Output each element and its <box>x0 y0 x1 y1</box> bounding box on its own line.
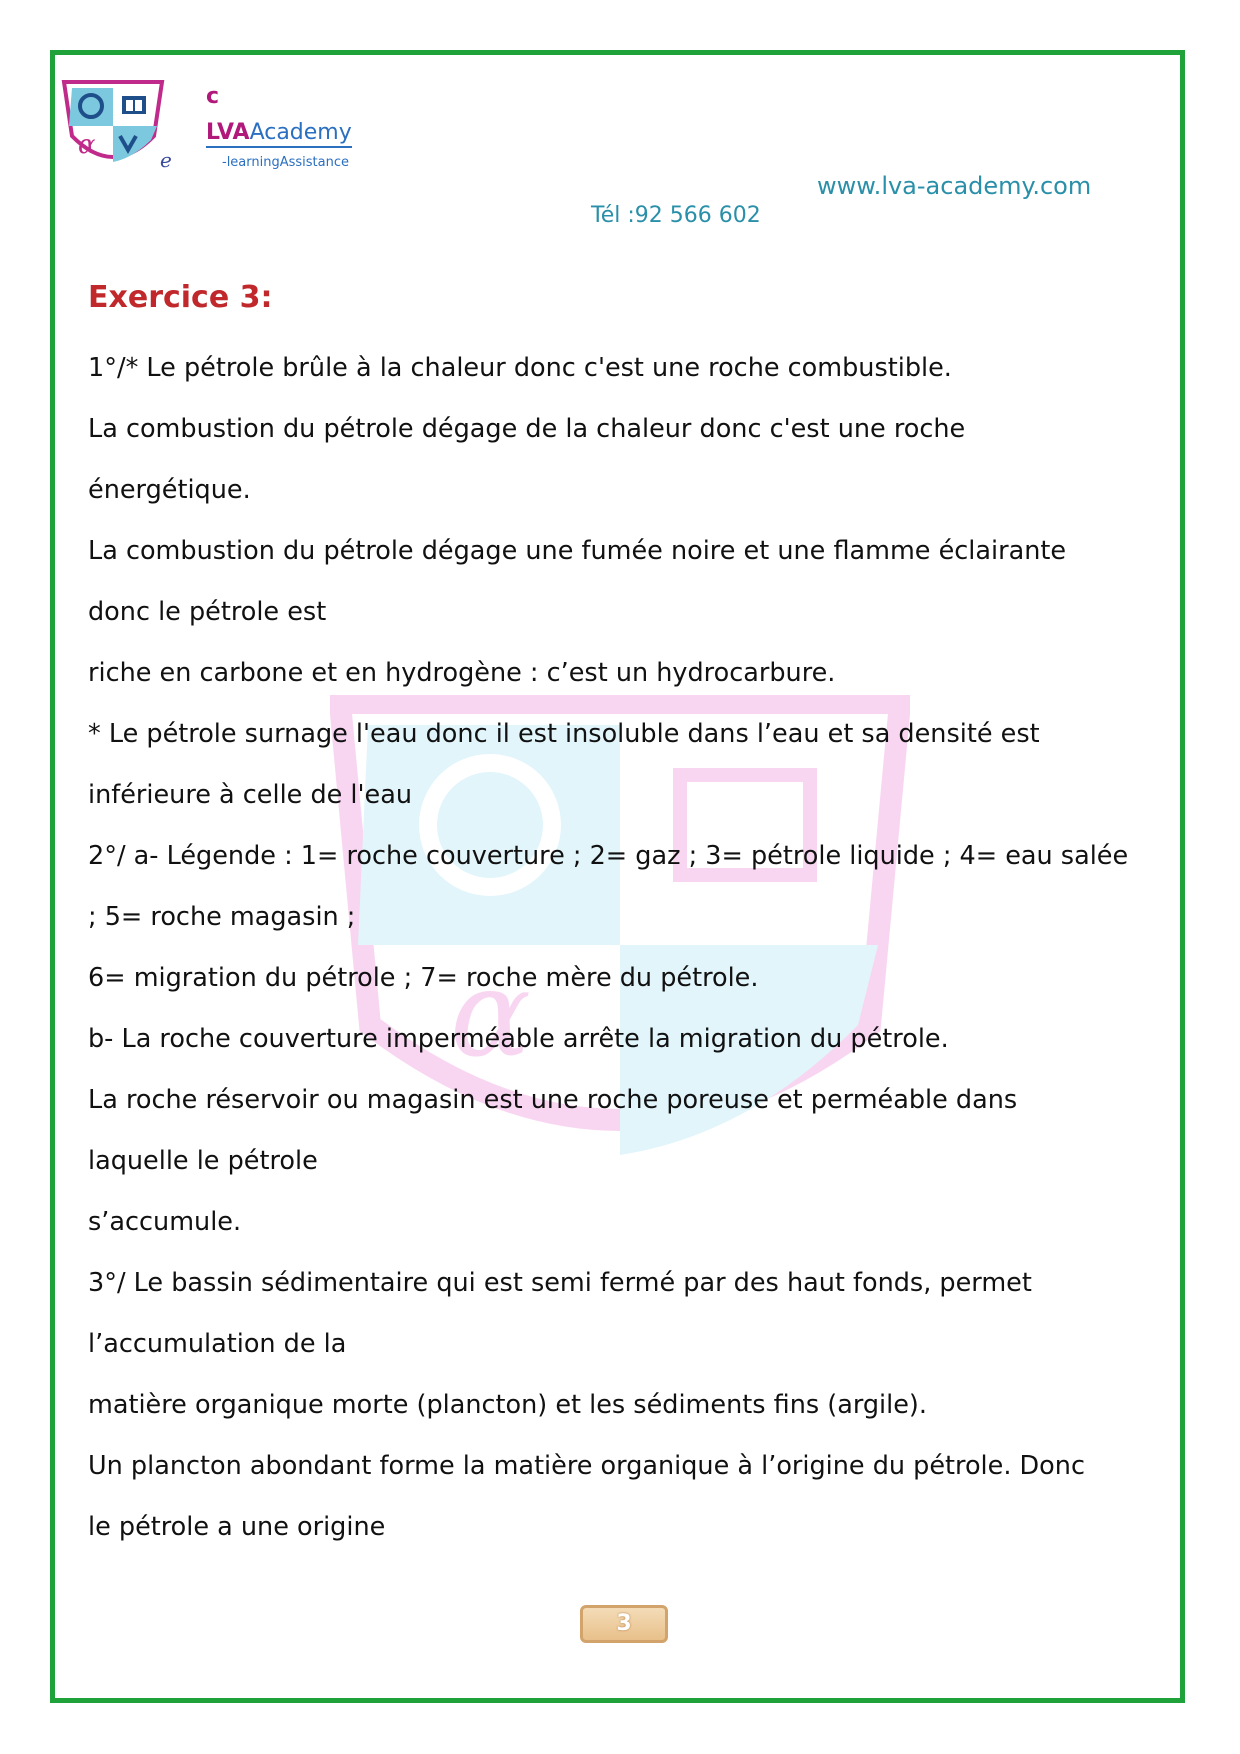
brand-academy: Academy <box>249 120 352 145</box>
answer-text <box>88 348 1168 1568</box>
logo-e-letter: e <box>160 148 172 172</box>
brand-subtitle: -learningAssistance <box>222 155 349 170</box>
text-line: matière organique morte (plancton) et les sédiments fins (argile). <box>88 1390 927 1420</box>
text-line: Un plancton abondant forme la matière organique à l’origine du pétrole. Donc <box>88 1451 1085 1481</box>
page-number: 3 <box>580 1605 668 1643</box>
text-line: 1°/* Le pétrole brûle à la chaleur donc c'est une roche combustible. <box>88 353 952 383</box>
phone-number: Tél :92 566 602 <box>591 203 761 228</box>
svg-text:α: α <box>78 130 96 160</box>
text-line: La roche réservoir ou magasin est une roche poreuse et perméable dans <box>88 1085 1018 1115</box>
text-line: 6= migration du pétrole ; 7= roche mère du pétrole. <box>88 963 759 993</box>
lva-logo-icon <box>58 78 168 170</box>
text-line: inférieure à celle de l'eau <box>88 780 413 810</box>
brand-lva: LVA <box>206 120 250 145</box>
website-link[interactable]: www.lva-academy.com <box>817 172 1092 200</box>
exercise-title: Exercice 3: <box>88 280 273 315</box>
text-line: 2°/ a- Légende : 1= roche couverture ; 2= gaz ; 3= pétrole liquide ; 4= eau salée <box>88 841 1129 871</box>
text-line: ; 5= roche magasin ; <box>88 902 356 932</box>
text-line: La combustion du pétrole dégage une fumée noire et une flamme éclairante <box>88 536 1067 566</box>
text-line: * Le pétrole surnage l'eau donc il est insoluble dans l’eau et sa densité est <box>88 719 1040 749</box>
brand-letter: c <box>206 84 220 109</box>
text-line: s’accumule. <box>88 1207 242 1237</box>
text-line: le pétrole a une origine <box>88 1512 386 1542</box>
text-line: l’accumulation de la <box>88 1329 347 1359</box>
text-line: énergétique. <box>88 475 251 505</box>
text-line: laquelle le pétrole <box>88 1146 318 1176</box>
text-line: riche en carbone et en hydrogène : c’est un hydrocarbure. <box>88 658 836 688</box>
text-line: b- La roche couverture imperméable arrête la migration du pétrole. <box>88 1024 949 1054</box>
brand-name[interactable] <box>206 120 352 148</box>
text-line: 3°/ Le bassin sédimentaire qui est semi fermé par des haut fonds, permet <box>88 1268 1032 1298</box>
text-line: donc le pétrole est <box>88 597 327 627</box>
svg-text:α: α <box>450 945 532 1084</box>
text-line: La combustion du pétrole dégage de la chaleur donc c'est une roche <box>88 414 966 444</box>
